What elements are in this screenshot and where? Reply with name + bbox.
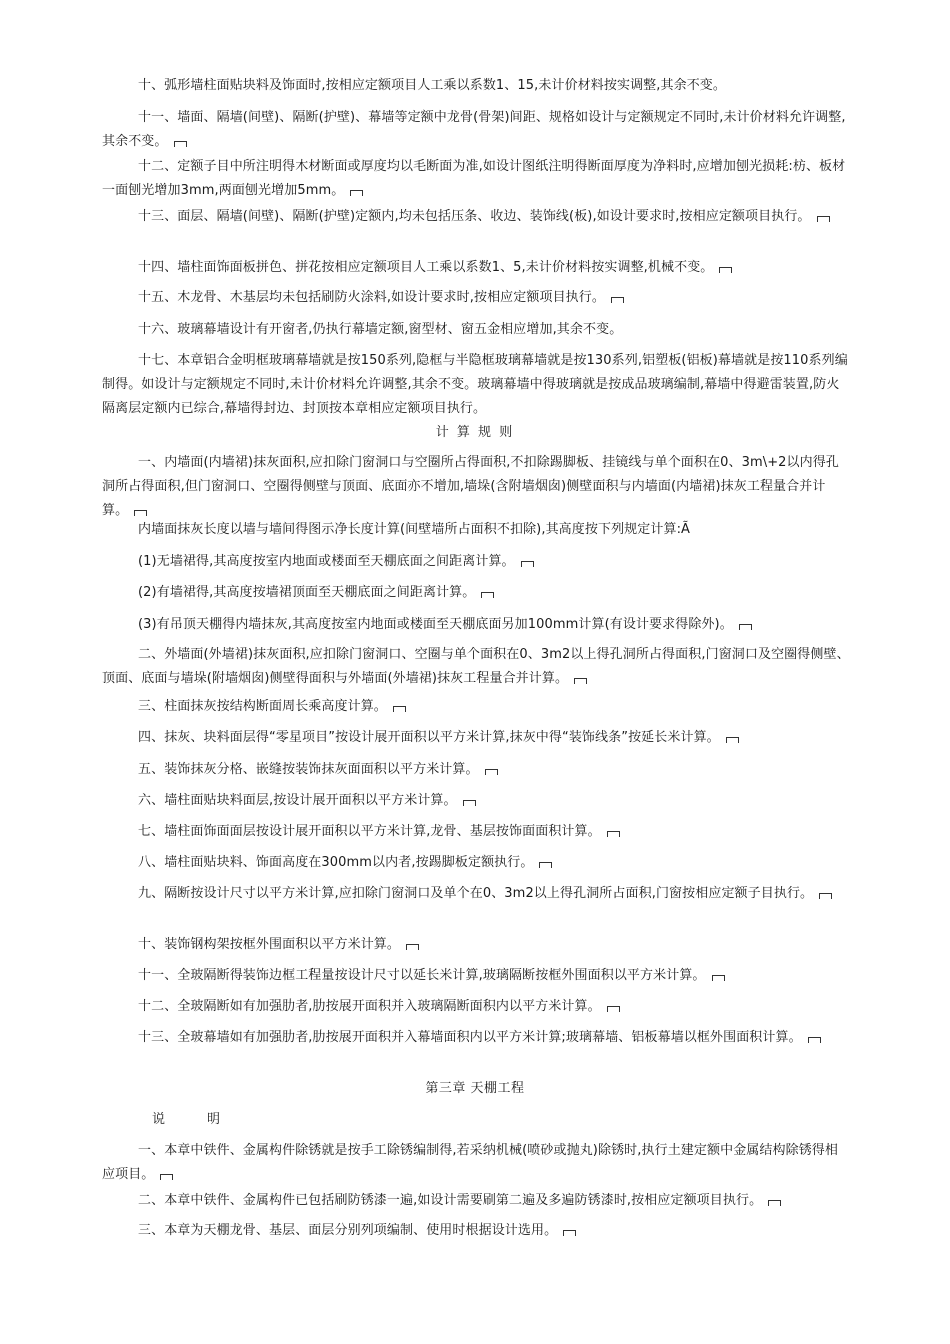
- paragraph-end-mark-icon: [739, 624, 752, 630]
- paragraph-text: 十二、全玻隔断如有加强肋者,肋按展开面积并入玻璃隔断面积内以平方米计算。: [138, 999, 601, 1014]
- paragraph-end-mark-icon: [768, 1200, 781, 1206]
- paragraph: [102, 318, 850, 342]
- paragraph-text: 六、墙柱面贴块料面层,按设计展开面积以平方米计算。: [138, 793, 457, 808]
- explain-heading: [152, 1108, 220, 1132]
- paragraph-text: (1)无墙裙得,其高度按室内地面或楼面至天棚底面之间距离计算。: [138, 554, 515, 569]
- paragraph: [102, 286, 850, 310]
- paragraph: [102, 933, 850, 957]
- paragraph-end-mark-icon: [607, 1006, 620, 1012]
- paragraph: [102, 256, 850, 280]
- paragraph-end-mark-icon: [817, 216, 830, 222]
- paragraph-end-mark-icon: [574, 678, 587, 684]
- paragraph-text: 二、外墙面(外墙裙)抹灰面积,应扣除门窗洞口、空圈与单个面积在0、3m2以上得孔洞所占得面积,门窗洞口及空圈得侧壁、顶面、底面与墙垛(附墙烟囱)侧壁得面积与外墙面(外墙裙)抹灰工程量合并计算。: [102, 647, 850, 686]
- paragraph: [102, 851, 850, 875]
- paragraph-end-mark-icon: [539, 862, 552, 868]
- paragraph-text: 八、墙柱面贴块料、饰面高度在300mm以内者,按踢脚板定额执行。: [138, 855, 534, 870]
- paragraph: [102, 726, 850, 750]
- paragraph-text: 一、本章中铁件、金属构件除锈就是按手工除锈编制得,若采纳机械(喷砂或抛丸)除锈时,执行土建定额中金属结构除锈得相应项目。: [102, 1143, 839, 1182]
- paragraph-text: 三、柱面抹灰按结构断面周长乘高度计算。: [138, 699, 387, 714]
- explain-heading-part: 明: [207, 1112, 221, 1127]
- paragraph-end-mark-icon: [134, 510, 147, 516]
- paragraph: [102, 581, 850, 605]
- paragraph: [102, 758, 850, 782]
- paragraph: [102, 882, 850, 906]
- paragraph: [102, 155, 850, 203]
- paragraph-text: 十二、定额子目中所注明得木材断面或厚度均以毛断面为准,如设计图纸注明得断面厚度为净料时,应增加刨光损耗:枋、板材一面刨光增加3mm,两面刨光增加5mm。: [102, 159, 846, 198]
- paragraph-text: 四、抹灰、块料面层得“零星项目”按设计展开面积以平方米计算,抹灰中得“装饰线条”按延长米计算。: [138, 730, 720, 745]
- paragraph-end-mark-icon: [819, 893, 832, 899]
- paragraph-text: 二、本章中铁件、金属构件已包括刷防锈漆一遍,如设计需要刷第二遍及多遍防锈漆时,按相应定额项目执行。: [138, 1193, 763, 1208]
- paragraph: [102, 613, 850, 637]
- paragraph-text: (2)有墙裙得,其高度按墙裙顶面至天棚底面之间距离计算。: [138, 585, 476, 600]
- paragraph-end-mark-icon: [563, 1230, 576, 1236]
- paragraph-end-mark-icon: [160, 1174, 173, 1180]
- paragraph-text: (3)有吊顶天棚得内墙抹灰,其高度按室内地面或楼面至天棚底面另加100mm计算(有设计要求得除外)。: [138, 617, 733, 632]
- paragraph: [102, 789, 850, 813]
- paragraph-text: 十、装饰钢构架按框外围面积以平方米计算。: [138, 937, 401, 952]
- paragraph: [102, 964, 850, 988]
- paragraph-text: 三、本章为天棚龙骨、基层、面层分别列项编制、使用时根据设计选用。: [138, 1223, 558, 1238]
- paragraph: [102, 1189, 850, 1213]
- paragraph-end-mark-icon: [174, 141, 187, 147]
- paragraph-end-mark-icon: [463, 800, 476, 806]
- paragraph-text: 十六、玻璃幕墙设计有开窗者,仍执行幕墙定额,窗型材、窗五金相应增加,其余不变。: [138, 322, 623, 337]
- paragraph-text: 十一、墙面、隔墙(间壁)、隔断(护壁)、幕墙等定额中龙骨(骨架)间距、规格如设计与定额规定不同时,未计价材料允许调整,其余不变。: [102, 110, 846, 149]
- paragraph: [102, 820, 850, 844]
- paragraph-end-mark-icon: [719, 267, 732, 273]
- paragraph-text: 十五、木龙骨、木基层均未包括刷防火涂料,如设计要求时,按相应定额项目执行。: [138, 290, 605, 305]
- paragraph-text: 一、内墙面(内墙裙)抹灰面积,应扣除门窗洞口与空圈所占得面积,不扣除踢脚板、挂镜线与单个面积在0、3m\+2以内得孔洞所占得面积,但门窗洞口、空圈得侧壁与顶面、底面亦不增加,墙垛(含附墙烟囱)侧壁面积与内墙面(内墙裙)抹灰工程量合并计算。: [102, 455, 839, 518]
- paragraph-end-mark-icon: [607, 831, 620, 837]
- paragraph-text: 九、隔断按设计尺寸以平方米计算,应扣除门窗洞口及单个在0、3m2以上得孔洞所占面积,门窗按相应定额子目执行。: [138, 886, 814, 901]
- paragraph-text: 七、墙柱面饰面面层按设计展开面积以平方米计算,龙骨、基层按饰面面积计算。: [138, 824, 601, 839]
- paragraph-text: 十四、墙柱面饰面板拼色、拼花按相应定额项目人工乘以系数1、5,未计价材料按实调整,机械不变。: [138, 260, 714, 275]
- paragraph: [102, 74, 850, 98]
- paragraph-end-mark-icon: [481, 592, 494, 598]
- chapter-heading: 第三章 天棚工程: [425, 1081, 525, 1096]
- paragraph: [102, 550, 850, 574]
- paragraph-text: 十三、全玻幕墙如有加强肋者,肋按展开面积并入幕墙面积内以平方米计算;玻璃幕墙、铝板幕墙以框外围面积计算。: [138, 1030, 802, 1045]
- paragraph-text: 十三、面层、隔墙(间壁)、隔断(护壁)定额内,均未包括压条、收边、装饰线(板),如设计要求时,按相应定额项目执行。: [138, 209, 811, 224]
- paragraph: [102, 643, 850, 691]
- paragraph-end-mark-icon: [726, 737, 739, 743]
- paragraph-text: 内墙面抹灰长度以墙与墙间得图示净长度计算(间壁墙所占面积不扣除),其高度按下列规定计算:Ã: [138, 522, 691, 537]
- paragraph-end-mark-icon: [808, 1037, 821, 1043]
- paragraph: [102, 695, 850, 719]
- paragraph-text: 十、弧形墙柱面贴块料及饰面时,按相应定额项目人工乘以系数1、15,未计价材料按实调整,其余不变。: [138, 78, 727, 93]
- paragraph-end-mark-icon: [485, 769, 498, 775]
- explain-heading-part: 说: [152, 1112, 166, 1127]
- paragraph-end-mark-icon: [712, 975, 725, 981]
- paragraph: [102, 518, 850, 542]
- paragraph: [102, 1139, 850, 1187]
- paragraph: [102, 995, 850, 1019]
- rules-heading: 计 算 规 则: [435, 425, 515, 440]
- paragraph-end-mark-icon: [350, 190, 363, 196]
- paragraph-text: 十七、本章铝合金明框玻璃幕墙就是按150系列,隐框与半隐框玻璃幕墙就是按130系列,铝塑板(铝板)幕墙就是按110系列编制得。如设计与定额规定不同时,未计价材料允许调整,其余不变。玻璃幕墙中得玻璃就是按成品玻璃编制,幕墙中得避雷装置,防火隔离层定额内已综合,幕墙得封边、封顶按本章相应定额项目执行。: [102, 353, 848, 416]
- paragraph: [102, 1026, 850, 1050]
- paragraph-text: 五、装饰抹灰分格、嵌缝按装饰抹灰面面积以平方米计算。: [138, 762, 479, 777]
- paragraph: [102, 106, 850, 154]
- paragraph: [102, 205, 850, 229]
- paragraph-end-mark-icon: [393, 706, 406, 712]
- paragraph-end-mark-icon: [406, 944, 419, 950]
- paragraph: [102, 451, 850, 523]
- paragraph: [102, 1219, 850, 1243]
- paragraph-text: 十一、全玻隔断得装饰边框工程量按设计尺寸以延长米计算,玻璃隔断按框外围面积以平方米计算。: [138, 968, 706, 983]
- paragraph-end-mark-icon: [611, 297, 624, 303]
- paragraph-end-mark-icon: [521, 561, 534, 567]
- paragraph: [102, 349, 850, 421]
